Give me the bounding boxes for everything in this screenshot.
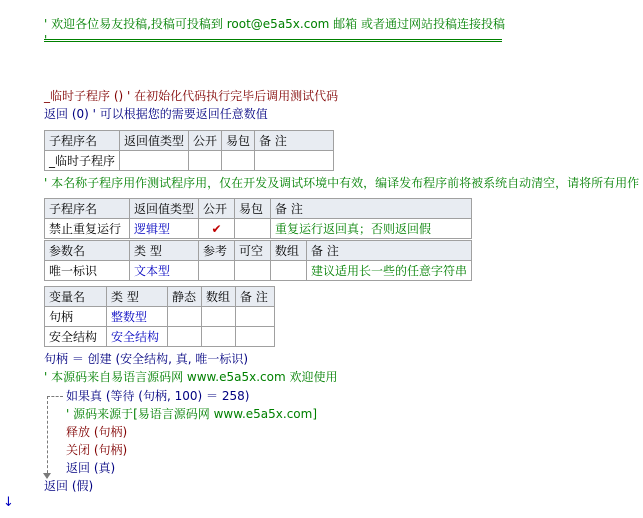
code-line-close[interactable]: 关闭 (句柄) bbox=[66, 443, 128, 457]
table-row bbox=[45, 307, 275, 327]
col-remark: 备 注 bbox=[271, 199, 472, 219]
comment-divider bbox=[44, 39, 502, 42]
arrow-down-icon[interactable]: ↓ bbox=[3, 495, 14, 510]
col-param-array: 数组 bbox=[271, 241, 307, 261]
col-param-nullable: 可空 bbox=[235, 241, 271, 261]
var-table bbox=[44, 286, 275, 347]
col-param-name: 参数名 bbox=[45, 241, 130, 261]
param-table bbox=[44, 240, 472, 281]
cell-return-type[interactable]: 逻辑型 bbox=[130, 219, 199, 239]
return-line-zero[interactable]: 返回 (0) ' 可以根据您的需要返回任意数值 bbox=[44, 107, 268, 121]
cell-var-name[interactable]: 安全结构 bbox=[45, 327, 107, 347]
cell-var-remark[interactable] bbox=[236, 307, 275, 327]
col-public: 公开 bbox=[189, 131, 222, 151]
cell-param-type[interactable]: 文本型 bbox=[130, 261, 199, 281]
comment-line-submission: ' 欢迎各位易友投稿,投稿可投稿到 root@e5a5x.com 邮箱 或者通过网站投稿连接投稿 bbox=[44, 17, 505, 31]
col-remark: 备 注 bbox=[255, 131, 334, 151]
cell-sub-name[interactable]: 禁止重复运行 bbox=[45, 219, 130, 239]
cell-var-static[interactable] bbox=[168, 327, 202, 347]
cell-var-array[interactable] bbox=[202, 327, 236, 347]
col-return-type: 返回值类型 bbox=[120, 131, 189, 151]
table-row bbox=[45, 327, 275, 347]
col-epackage: 易包 bbox=[222, 131, 255, 151]
cell-var-remark[interactable] bbox=[236, 327, 275, 347]
code-line-create[interactable]: 句柄 ＝ 创建 (安全结构, 真, 唯一标识) bbox=[44, 352, 249, 366]
cell-epackage[interactable] bbox=[235, 219, 271, 239]
cell-var-name[interactable]: 句柄 bbox=[45, 307, 107, 327]
code-line-comment-origin[interactable]: ' 源码来源于[易语言源码网 www.e5a5x.com] bbox=[66, 407, 317, 421]
sub-declaration-temp[interactable]: _临时子程序 () ' 在初始化代码执行完毕后调用测试代码 bbox=[44, 89, 339, 103]
cell-epackage[interactable] bbox=[222, 151, 255, 171]
cell-var-type[interactable]: 整数型 bbox=[107, 307, 168, 327]
col-param-ref: 参考 bbox=[199, 241, 235, 261]
code-line-if-true[interactable]: 如果真 (等待 (句柄, 100) ＝ 258) bbox=[66, 389, 250, 403]
cell-sub-name[interactable]: _临时子程序 bbox=[45, 151, 120, 171]
col-public: 公开 bbox=[199, 199, 235, 219]
flow-guide-branch bbox=[47, 396, 63, 397]
col-epackage: 易包 bbox=[235, 199, 271, 219]
comment-test-sub: ' 本名称子程序用作测试程序用，仅在开发及调试环境中有效，编译发布程序前将被系统自动清空，请将所有用作 bbox=[44, 176, 640, 190]
cell-param-ref[interactable] bbox=[199, 261, 235, 281]
sub-table-no-repeat bbox=[44, 198, 472, 239]
code-line-comment-source[interactable]: ' 本源码来自易语言源码网 www.e5a5x.com 欢迎使用 bbox=[44, 370, 338, 384]
cell-var-array[interactable] bbox=[202, 307, 236, 327]
code-line-return-true[interactable]: 返回 (真) bbox=[66, 461, 116, 475]
cell-var-type[interactable]: 安全结构 bbox=[107, 327, 168, 347]
cell-public[interactable] bbox=[189, 151, 222, 171]
cell-param-name[interactable]: 唯一标识 bbox=[45, 261, 130, 281]
cell-param-nullable[interactable] bbox=[235, 261, 271, 281]
col-return-type: 返回值类型 bbox=[130, 199, 199, 219]
col-var-remark: 备 注 bbox=[236, 287, 275, 307]
cell-param-array[interactable] bbox=[271, 261, 307, 281]
col-sub-name: 子程序名 bbox=[45, 199, 130, 219]
cell-remark[interactable]: 重复运行返回真；否则返回假 bbox=[271, 219, 472, 239]
col-var-type: 类 型 bbox=[107, 287, 168, 307]
editor-gutter bbox=[0, 0, 14, 518]
col-var-name: 变量名 bbox=[45, 287, 107, 307]
code-line-return-false[interactable]: 返回 (假) bbox=[44, 479, 94, 493]
comment-line-blank: ' bbox=[44, 33, 48, 47]
cell-var-static[interactable] bbox=[168, 307, 202, 327]
col-var-array: 数组 bbox=[202, 287, 236, 307]
flow-guide-line bbox=[47, 396, 48, 478]
sub-table-temp bbox=[44, 130, 334, 171]
col-param-type: 类 型 bbox=[130, 241, 199, 261]
cell-return-type[interactable] bbox=[120, 151, 189, 171]
cell-param-remark[interactable]: 建议适用长一些的任意字符串 bbox=[307, 261, 472, 281]
code-line-release[interactable]: 释放 (句柄) bbox=[66, 425, 128, 439]
col-sub-name: 子程序名 bbox=[45, 131, 120, 151]
col-var-static: 静态 bbox=[168, 287, 202, 307]
cell-remark[interactable] bbox=[255, 151, 334, 171]
public-check-icon[interactable]: ✔ bbox=[199, 219, 235, 239]
col-param-remark: 备 注 bbox=[307, 241, 472, 261]
